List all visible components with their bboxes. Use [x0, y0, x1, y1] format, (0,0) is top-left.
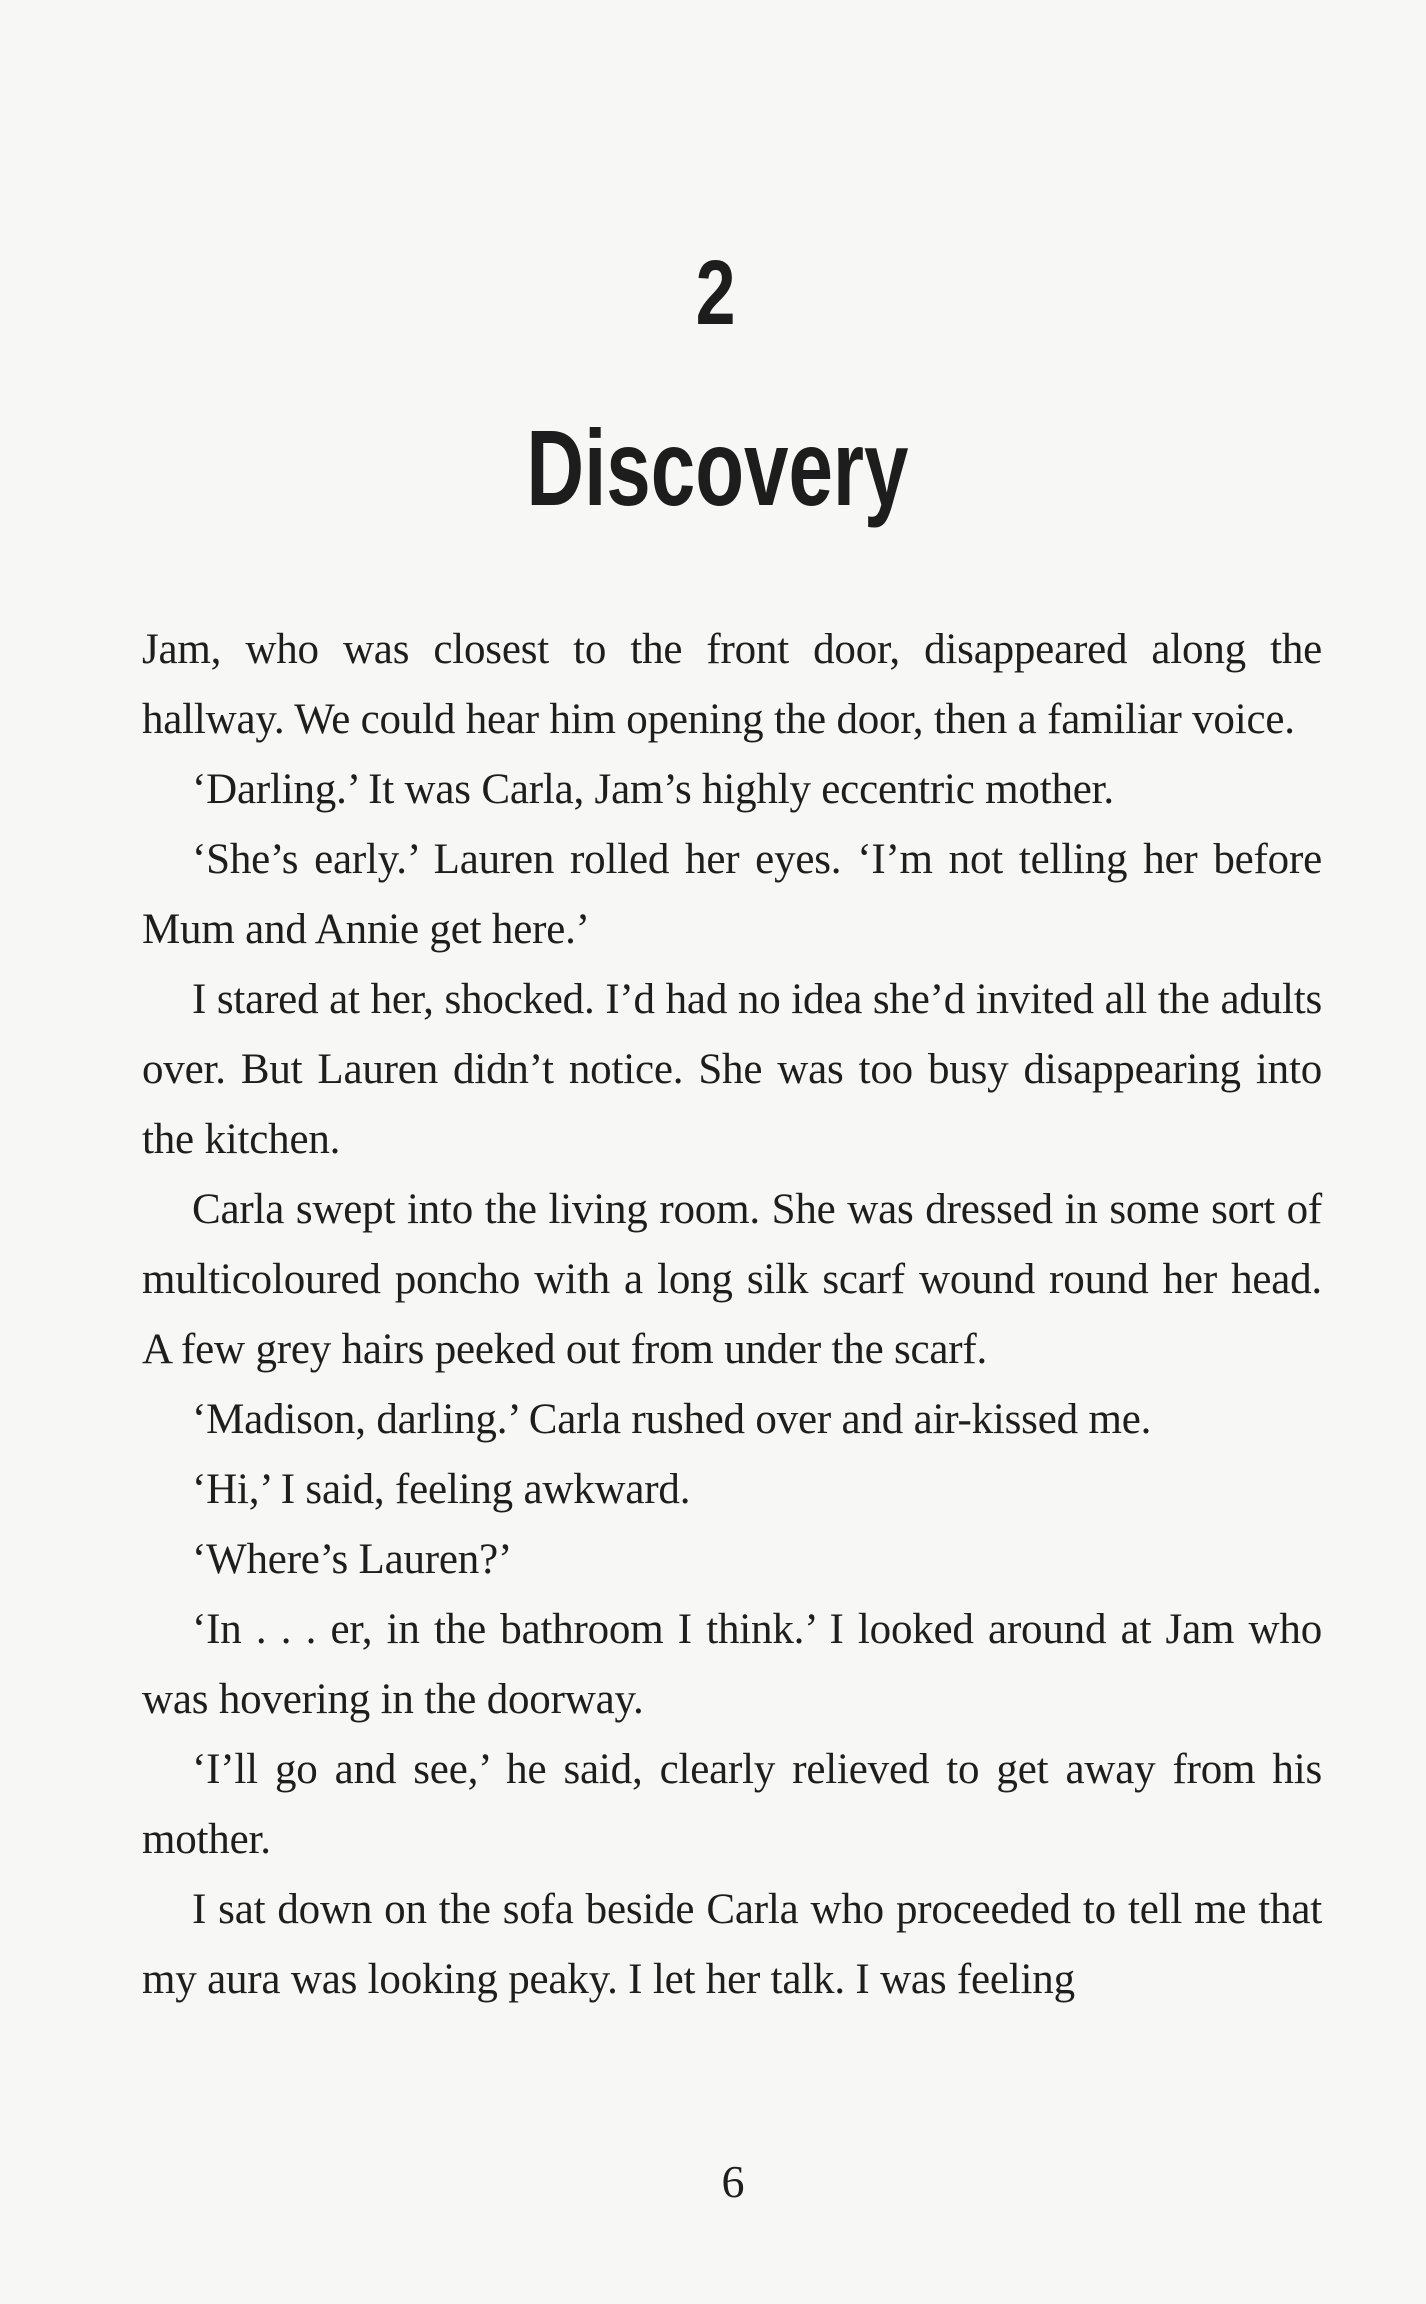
paragraph: ‘She’s early.’ Lauren rolled her eyes. ‘I’m not telling her before Mum and Annie get here.’: [142, 836, 1322, 953]
paragraph: Jam, who was closest to the front door, disappeared along the hallway. We could hear him opening the door, then a familiar voice.: [142, 626, 1322, 743]
paragraph: ‘Hi,’ I said, feeling awkward.: [192, 1466, 691, 1513]
paragraph: ‘Where’s Lauren?’: [192, 1536, 513, 1583]
paragraph: ‘In . . . er, in the bathroom I think.’ I looked around at Jam who was hovering in the doorway.: [142, 1606, 1322, 1723]
paragraph: ‘Darling.’ It was Carla, Jam’s highly eccentric mother.: [192, 766, 1114, 813]
paragraph: ‘Madison, darling.’ Carla rushed over and air-kissed me.: [192, 1396, 1152, 1443]
page-number: 6: [721, 2156, 745, 2207]
paragraph: ‘I’ll go and see,’ he said, clearly relieved to get away from his mother.: [142, 1746, 1322, 1863]
chapter-title: Discovery: [526, 407, 909, 528]
body-text: [142, 615, 1322, 2015]
paragraph: Carla swept into the living room. She was dressed in some sort of multicoloured poncho with a long silk scarf wound round her head. A few grey hairs peeked out from under the scarf.: [142, 1186, 1322, 1373]
chapter-number: 2: [695, 242, 736, 344]
paragraph: I sat down on the sofa beside Carla who proceeded to tell me that my aura was looking peaky. I let her talk. I was feeling: [142, 1886, 1322, 2003]
paragraph: I stared at her, shocked. I’d had no idea she’d invited all the adults over. But Lauren didn’t notice. She was too busy disappearing into the kitchen.: [142, 976, 1322, 1163]
